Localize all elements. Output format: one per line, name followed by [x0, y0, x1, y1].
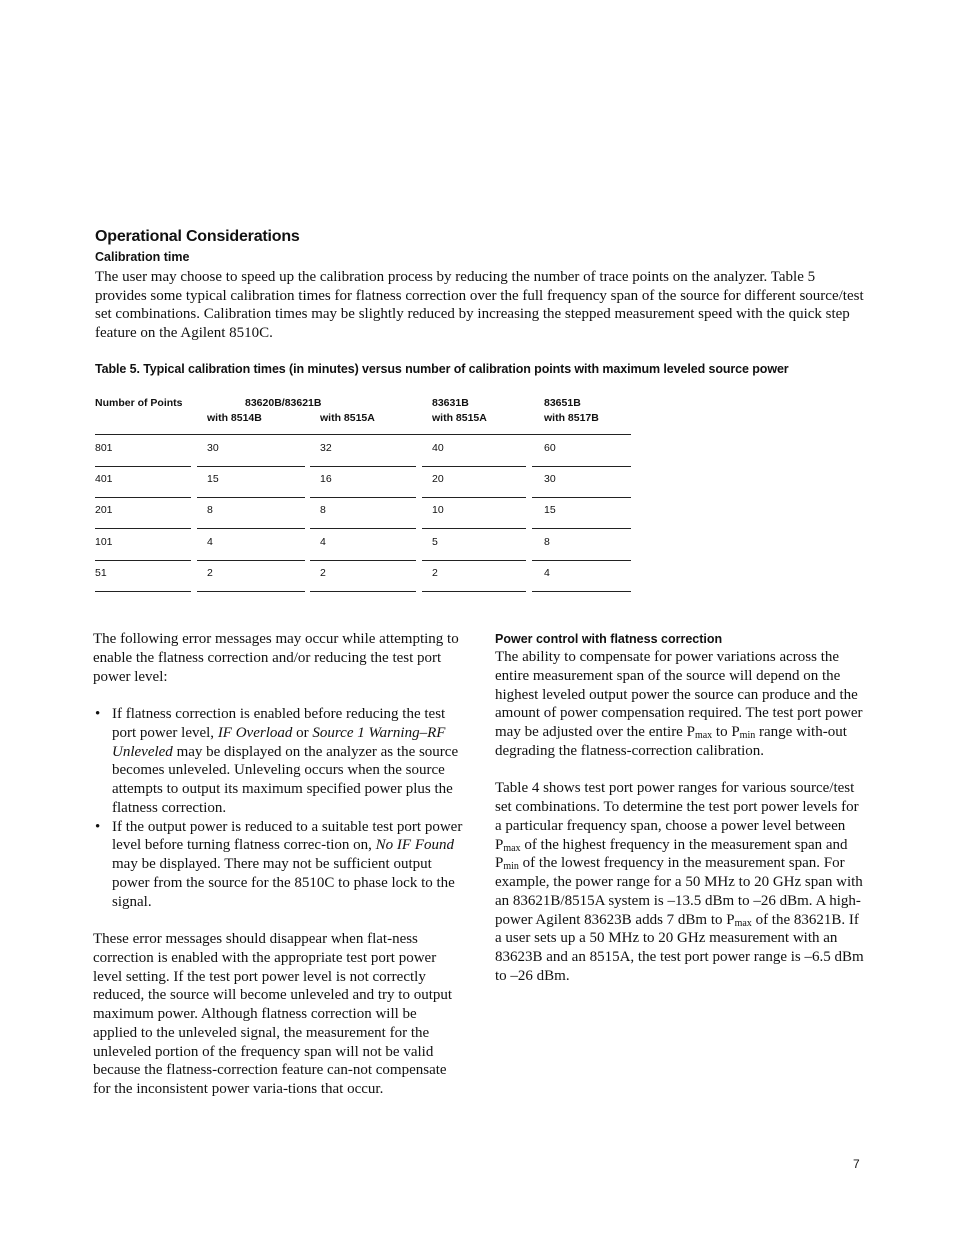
error-messages-intro: The following error messages may occur while attempting to enable the flatness correction and/or reducing the test port power level:: [93, 631, 459, 685]
row-points-cell: 51: [95, 566, 107, 579]
row-points-cell: 201: [95, 504, 113, 517]
paragraph-text: of the highest frequency in the measurement span and P: [495, 836, 848, 872]
row-rule: [422, 591, 526, 592]
time-cell: 2: [432, 566, 438, 579]
row-rule: [532, 466, 631, 467]
error-message-no-if-found: No IF Found: [375, 837, 454, 854]
subscript-min: min: [503, 861, 519, 873]
list-item-text: If the output power is reduced to a suitable test port power level before turning flatness correc-tion on,: [112, 818, 463, 854]
subscript-max: max: [503, 842, 521, 854]
time-cell: 30: [207, 442, 219, 454]
right-column: [495, 630, 865, 986]
row-rule: [532, 497, 631, 498]
left-column: [93, 630, 463, 1099]
row-rule: [310, 528, 416, 529]
row-points-cell: 101: [95, 535, 113, 548]
row-rule: [197, 497, 305, 498]
error-message-if-overload: IF Overload: [217, 724, 293, 741]
time-cell: 4: [207, 535, 213, 548]
row-rule: [197, 466, 305, 467]
error-message-rf-unleveled: Source 1 Warning–RF Unleveled: [112, 724, 446, 760]
column-header-83651b: 83651B: [544, 397, 581, 409]
time-cell: 4: [320, 535, 326, 548]
row-rule: [95, 497, 191, 498]
time-cell: 15: [207, 473, 219, 486]
paragraph-text: to P: [712, 724, 740, 740]
bullet-mark: •: [95, 818, 101, 835]
list-item-text: If flatness correction is enabled before reducing the test port power level,: [112, 706, 446, 741]
time-cell: 10: [432, 504, 444, 517]
row-rule: [532, 560, 631, 561]
table-caption: Table 5. Typical calibration times (in minutes) versus number of calibration points with maximum leveled source power: [95, 362, 789, 376]
row-rule: [532, 591, 631, 592]
time-cell: 40: [432, 442, 444, 454]
time-cell: 20: [432, 473, 444, 486]
column-header-8515a: with 8515A: [320, 412, 375, 424]
list-item: [93, 818, 463, 912]
row-rule: [422, 466, 526, 467]
row-rule: [95, 591, 191, 592]
time-cell: 30: [544, 473, 556, 486]
time-cell: 60: [544, 442, 556, 454]
time-cell: 8: [207, 504, 213, 517]
page-number: 7: [853, 1157, 860, 1171]
row-rule: [422, 497, 526, 498]
column-header-83631b: 83631B: [432, 397, 469, 409]
power-control-paragraph: [495, 648, 865, 761]
row-rule: [197, 591, 305, 592]
paragraph-text: The ability to compensate for power variations across the entire measurement span of the source will depend on the highest leveled output power the source can produce and the amount of power compensation required. The test port power may be adjusted over the entire P: [495, 649, 863, 740]
subsection-heading: Calibration time: [95, 250, 190, 264]
header-rule: [95, 434, 631, 435]
column-header-83651b-8517b: with 8517B: [544, 412, 599, 424]
row-rule: [310, 560, 416, 561]
paragraph-text: of the 83621B. If a user sets up a 50 MHz to 20 GHz measurement with an 83623B and an 8515A, the test port power range is –6.5 dBm to –26 dBm.: [495, 911, 864, 984]
paragraph-text: range with-out degrading the flatness-correction calibration.: [495, 724, 847, 759]
subscript-max: max: [734, 917, 752, 929]
row-rule: [95, 528, 191, 529]
error-message-list: [93, 705, 463, 911]
paragraph-text: of the lowest frequency in the measurement span. For example, the power range for a 50 MHz to 20 GHz span with an 83621B/8515A system is –13.5 dBm to –26 dBm. A high-power Agilent 83623B adds 7 dBm to P: [495, 855, 863, 928]
error-messages-explanation: These error messages should disappear when flat-ness correction is enabled with the appropriate test port power level setting. If the test port power level is not correctly reduced, the source will become unleveled and try to output maximum power. Although flatness correction will be applied to the unleveled signal, the measurement for the unleveled portion of the frequency span will not be valid because the flatness-correction feature can-not compensate for the inconsistent power varia-tions that occur.: [93, 931, 453, 1097]
power-range-paragraph: [495, 779, 865, 985]
row-points-cell: 801: [95, 442, 113, 454]
time-cell: 8: [320, 504, 326, 517]
column-header-83631b-8515a: with 8515A: [432, 412, 487, 424]
subscript-min: min: [739, 730, 756, 741]
row-rule: [422, 560, 526, 561]
row-rule: [310, 466, 416, 467]
time-cell: 2: [207, 566, 213, 579]
subscript-max: max: [694, 730, 713, 741]
row-rule: [197, 528, 305, 529]
bullet-mark: •: [95, 706, 101, 722]
row-rule: [310, 497, 416, 498]
row-rule: [95, 560, 191, 561]
column-header-points: Number of Points: [95, 397, 183, 409]
list-item-text: or: [292, 724, 313, 741]
row-points-cell: 401: [95, 473, 113, 486]
time-cell: 15: [544, 504, 556, 517]
time-cell: 4: [544, 566, 550, 579]
intro-paragraph: The user may choose to speed up the calibration process by reducing the number of trace points on the analyzer. Table 5 provides some typical calibration times for flatness correction over the full frequency span of the source for different source/test set combinations. Calibration times may be slightly reduced by increasing the stepped measurement speed with the quick step feature on the Agilent 8510C.: [95, 269, 864, 342]
list-item: [93, 705, 463, 818]
time-cell: 2: [320, 566, 326, 579]
row-rule: [95, 466, 191, 467]
row-rule: [197, 560, 305, 561]
section-heading: Operational Considerations: [95, 228, 300, 245]
column-header-8514b: with 8514B: [207, 412, 262, 424]
column-group-header-83620b-83621b: 83620B/83621B: [245, 397, 322, 409]
power-control-heading: Power control with flatness correction: [495, 632, 723, 646]
calibration-times-table: [95, 395, 635, 595]
paragraph-text: Table 4 shows test port power ranges for various source/test set combinations. To determine the test port power levels for a particular frequency span, choose a power level between P: [495, 780, 859, 853]
time-cell: 8: [544, 535, 550, 548]
row-rule: [310, 591, 416, 592]
list-item-text: may be displayed. There may not be sufficient output power from the source for the 8510C to phase lock to the signal.: [112, 856, 455, 910]
row-rule: [422, 528, 526, 529]
row-rule: [532, 528, 631, 529]
time-cell: 16: [320, 473, 332, 486]
time-cell: 5: [432, 535, 438, 548]
list-item-text: may be displayed on the analyzer as the source becomes unleveled. Unleveling occurs when the source attempts to output its maximum specified power plus the flatness correction.: [112, 743, 459, 816]
time-cell: 32: [320, 442, 332, 454]
